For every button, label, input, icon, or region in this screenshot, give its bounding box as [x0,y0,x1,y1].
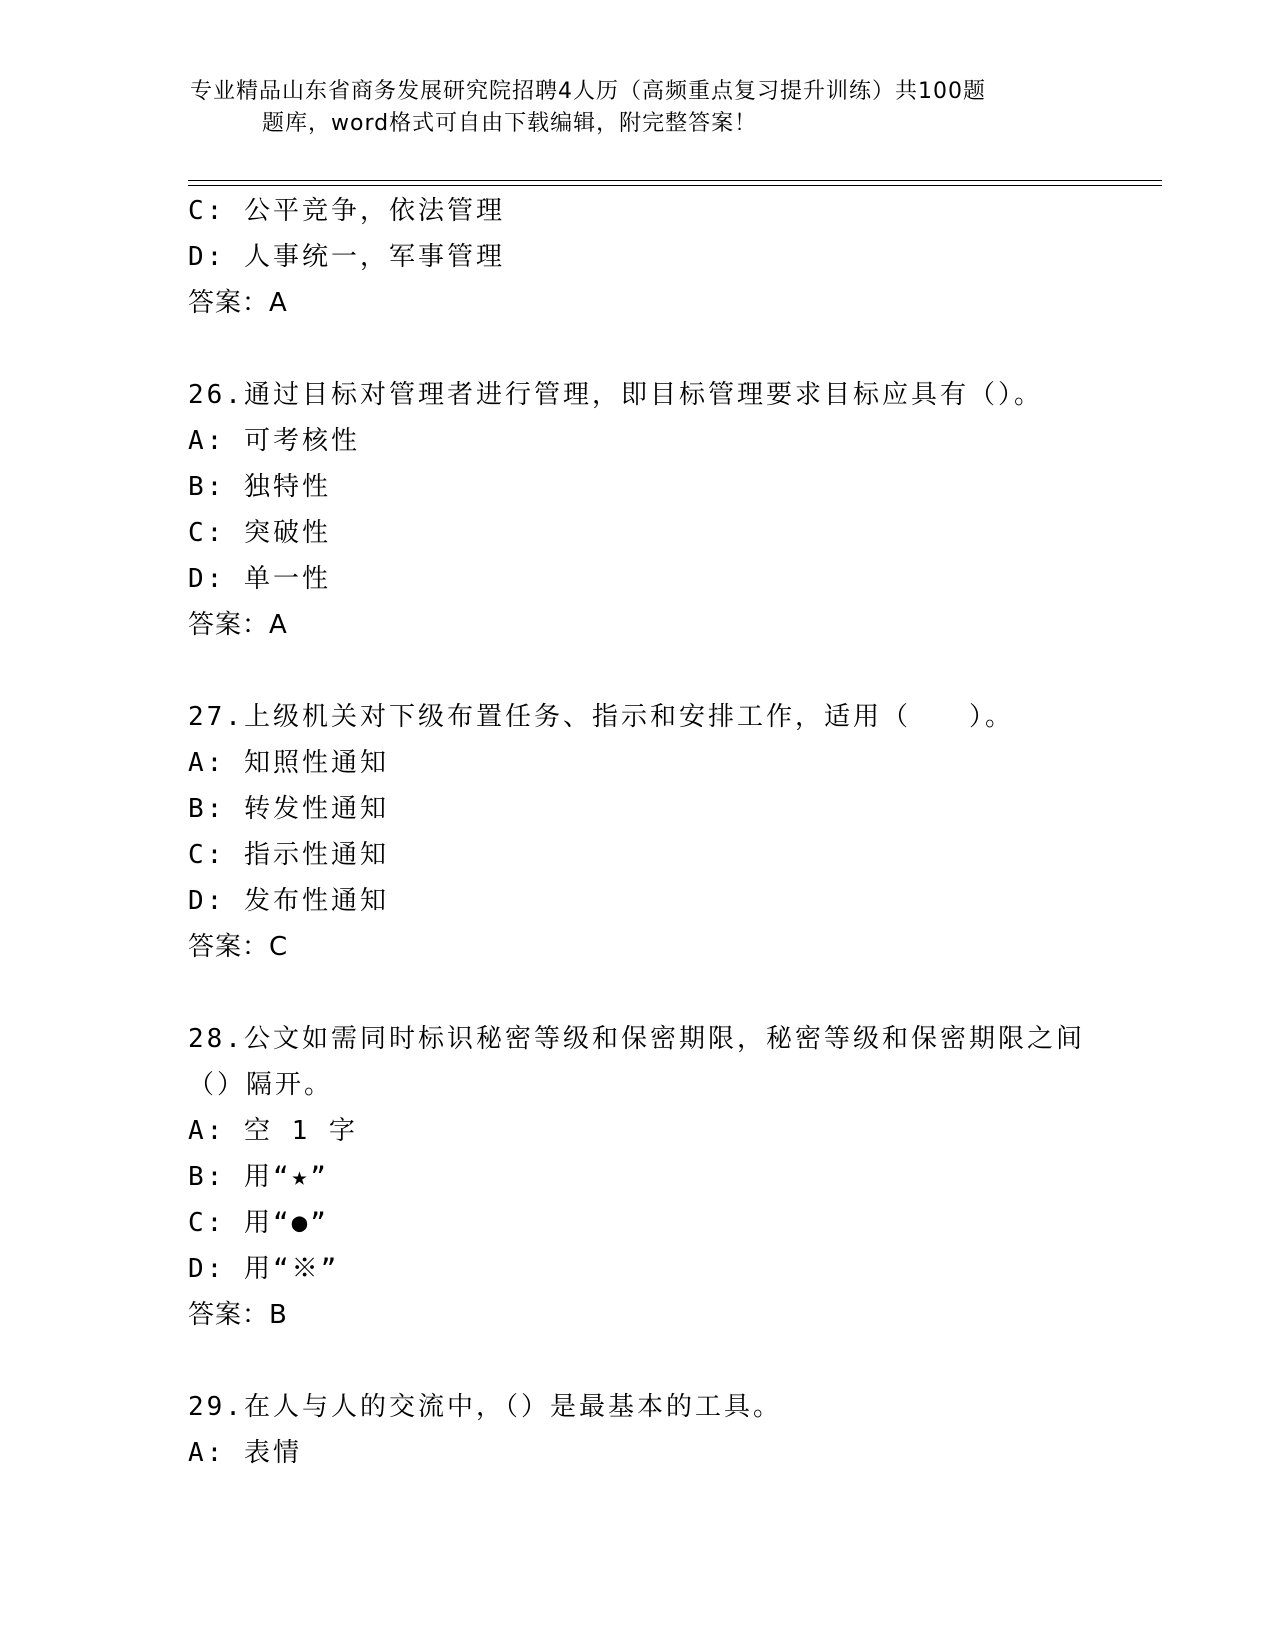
option-d: D: 发布性通知 [188,886,389,916]
answer-line: 答案：C [188,932,289,962]
option-c: C: 公平竞争，依法管理 [188,196,505,226]
question-block-25 [188,188,1128,326]
question-block-28 [188,1016,1128,1338]
question-stem-line1: 28.公文如需同时标识秘密等级和保密期限，秘密等级和保密期限之间 [188,1024,1085,1054]
option-c: C: 指示性通知 [188,840,389,870]
document-header [190,76,1090,140]
header-divider-top [188,180,1162,181]
question-block-29 [188,1384,1128,1476]
spacer [188,970,1128,1016]
question-block-26 [188,372,1128,648]
option-a: A: 知照性通知 [188,748,389,778]
option-a: A: 空 1 字 [188,1116,358,1146]
option-d: D: 单一性 [188,564,331,594]
option-b: B: 转发性通知 [188,794,389,824]
header-title-line1: 专业精品山东省商务发展研究院招聘4人历（高频重点复习提升训练）共100题 [190,79,986,104]
spacer [188,326,1128,372]
question-stem-line2: （）隔开。 [188,1070,334,1100]
option-b: B: 独特性 [188,472,331,502]
question-stem: 26.通过目标对管理者进行管理，即目标管理要求目标应具有（）。 [188,380,1043,410]
question-list [188,188,1128,1476]
header-title-line2: 题库，word格式可自由下载编辑，附完整答案！ [262,111,758,136]
option-c: C: 用“●” [188,1208,329,1238]
option-b: B: 用“★” [188,1162,329,1192]
question-stem: 29.在人与人的交流中，（）是最基本的工具。 [188,1392,782,1422]
option-d: D: 用“※” [188,1254,340,1284]
answer-line: 答案：B [188,1300,288,1330]
question-block-27 [188,694,1128,970]
option-c: C: 突破性 [188,518,331,548]
question-stem: 27.上级机关对下级布置任务、指示和安排工作，适用（ ）。 [188,702,1014,732]
answer-line: 答案：A [188,288,288,318]
option-a: A: 可考核性 [188,426,360,456]
option-d: D: 人事统一，军事管理 [188,242,505,272]
header-divider-bottom [188,185,1162,186]
spacer [188,648,1128,694]
spacer [188,1338,1128,1384]
answer-line: 答案：A [188,610,288,640]
option-a: A: 表情 [188,1438,302,1468]
